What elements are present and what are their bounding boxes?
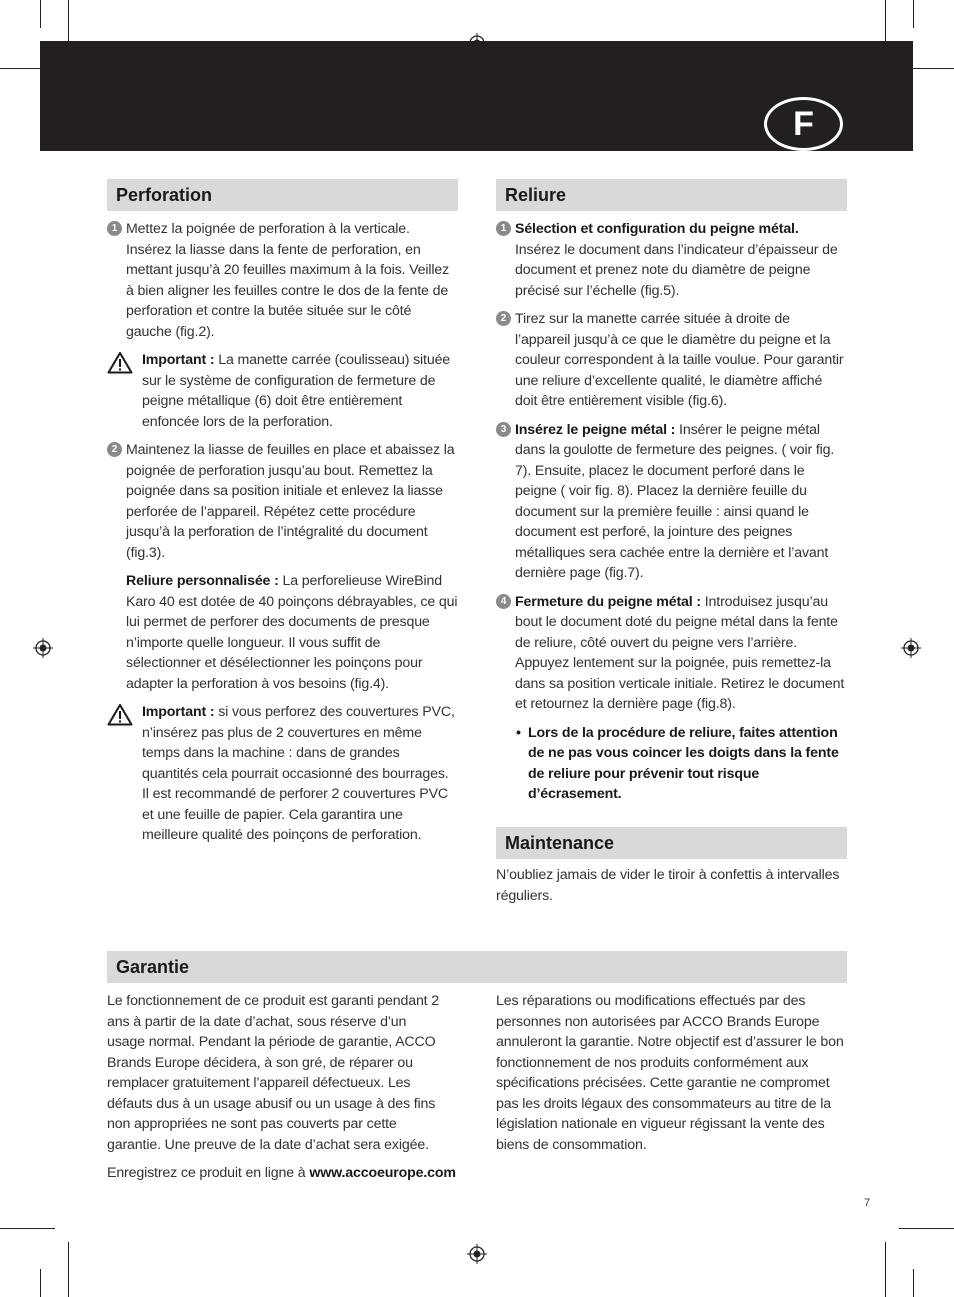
crop-mark (68, 1242, 69, 1297)
step-number: 2 (496, 311, 511, 326)
step-number: 1 (496, 221, 511, 236)
registration-mark-icon (901, 638, 921, 658)
warning-icon (107, 351, 133, 374)
warning-label: Important : (142, 352, 215, 368)
perforation-warning-2 (107, 702, 458, 846)
maintenance-section (496, 827, 847, 906)
register-line (107, 1163, 487, 1184)
custom-binding-paragraph (107, 571, 458, 694)
step-label: Insérez le peigne métal : (515, 421, 676, 438)
bullet-text: Lors de la procédure de reliure, faites attention de ne pas vous coincer les doigts dans la fente de reliure pour prévenir tout risque d’écrasement. (528, 724, 839, 802)
step-text: Introduisez jusqu’au bout le document doté du peigne métal dans la fente de reliure, côté ouvert du peigne vers l’arrière. Appuyez lentement sur la poignée, puis remettez-la dans sa position verticale initiale. Retirez le document et retournez la dernière page (fig.8). (515, 593, 845, 712)
registration-mark-icon (33, 638, 53, 658)
section-title: Reliure (496, 179, 847, 211)
warning-icon (107, 703, 133, 726)
step-text: Mettez la poignée de perforation à la verticale. Insérez la liasse dans la fente de perforation, en mettant jusqu’à 20 feuilles maximum à la fois. Veillez à bien aligner les feuilles contre le dos de la fente de perforation et contre la butée située sur le côté gauche (fig.2). (126, 221, 450, 340)
step-text: Maintenez la liasse de feuilles en place et abaissez la poignée de perforation jusqu’au bout. Remettez la poignée dans sa position initiale et enlevez la liasse perforée de l’appareil. Répétez cette procédure jusqu’à la perforation de l’intégralité du document (fig.3). (126, 442, 455, 561)
reliure-step-2 (496, 309, 847, 412)
warning-text: La manette carrée (coulisseau) située sur le système de configuration de fermeture de peigne métallique (6) doit être entièrement enfoncée lors de la perforation. (142, 352, 451, 430)
crop-mark (40, 0, 41, 28)
step-number: 1 (107, 221, 122, 236)
safety-bullet (496, 723, 847, 805)
warning-label: Important : (142, 704, 215, 720)
step-number: 3 (496, 422, 511, 437)
section-title: Garantie (107, 951, 847, 983)
step-text: Insérer le peigne métal dans la goulotte de fermeture des peignes. ( voir fig. 7). Ensuite, placez le document perforé dans le peigne ( voir fig. 8). Placez la dernière feuille du document sur la première feuille : ainsi quand le document est perforé, la jointure des peignes métalliques sera cachée entre la dernière et l’avant dernière page (fig.7). (515, 421, 835, 581)
reliure-step-4 (496, 592, 847, 715)
maintenance-text: N’oubliez jamais de vider le tiroir à confettis à intervalles réguliers. (496, 867, 840, 904)
section-title: Perforation (107, 179, 458, 211)
bullet-icon: • (516, 724, 521, 741)
custom-binding-text: La perforelieuse WireBind Karo 40 est dotée de 40 poinçons débrayables, ce qui lui permet de perforer des documents de presque n’importe quelle longueur. Il vous suffit de sélectionner et désélectionner les poinçons pour adapter la perforation à vos besoins (fig.4). (126, 573, 458, 692)
register-text: Enregistrez ce produit en ligne à (107, 1165, 310, 1181)
crop-mark (913, 1269, 914, 1297)
page-number: 7 (864, 1197, 871, 1209)
perforation-warning-1 (107, 350, 458, 432)
header-banner (40, 41, 913, 151)
custom-binding-label: Reliure personnalisée : (126, 573, 279, 589)
step-text: Tirez sur la manette carrée située à droite de l’appareil jusqu’à ce que le diamètre du peigne et la couleur correspondent à la taille voulue. Pour garantir une reliure d’excellente qualité, le diamètre affiché doit être entièrement visible (fig.6). (515, 311, 844, 409)
crop-mark (899, 1228, 954, 1229)
step-label: Sélection et configuration du peigne métal. (515, 221, 799, 237)
step-number: 2 (107, 442, 122, 457)
crop-mark (0, 1228, 55, 1229)
warning-text: si vous perforez des couvertures PVC, n’insérez pas plus de 2 couvertures en même temps dans la machine : dans de grandes quantités cela pourrait occasionné des bourrages. Il est recommandé de perforer 2 couvertures PVC et une feuille de papier. Cela garantira une meilleure qualité des poinçons de perforation. (142, 704, 455, 843)
perforation-step-2 (107, 440, 458, 563)
step-label: Fermeture du peigne métal : (515, 593, 701, 610)
step-number: 4 (496, 594, 511, 609)
language-badge: F (764, 97, 843, 151)
garantie-section (107, 951, 847, 1181)
reliure-step-1 (496, 219, 847, 301)
step-text: Insérez le document dans l’indicateur d’épaisseur de document et prenez note du diamètre de peigne précisé sur l’échelle (fig.5). (515, 241, 838, 299)
crop-mark (885, 1242, 886, 1297)
garantie-left-text: Le fonctionnement de ce produit est garanti pendant 2 ans à partir de la date d’achat, sous réserve d’un usage normal. Pendant la période de garantie, ACCO Brands Europe décidera, à son gré, de réparer ou remplacer gratuitement l’appareil défectueux. Les défauts dus à un usage abusif ou un usage à des fins non appropriées ne sont pas couverts par cette garantie. Une preuve de la date d’achat sera exigée. (107, 993, 440, 1153)
garantie-right-text: Les réparations ou modifications effectués par des personnes non autorisées par ACCO Brands Europe annuleront la garantie. Notre objectif est d’assurer le bon fonctionnement de nos produits conformément aux spécifications précisées. Cette garantie ne compromet pas les droits légaux des consommateurs au titre de la législation nationale en vigueur régissant la vente des biens de consommation. (496, 993, 844, 1153)
reliure-step-3 (496, 420, 847, 584)
register-link[interactable]: www.accoeurope.com (309, 1165, 456, 1181)
registration-mark-icon (467, 1244, 487, 1264)
crop-mark (40, 1269, 41, 1297)
perforation-section (107, 179, 458, 846)
perforation-step-1 (107, 219, 458, 342)
reliure-section (496, 179, 847, 805)
section-title: Maintenance (496, 827, 847, 859)
crop-mark (913, 0, 914, 28)
